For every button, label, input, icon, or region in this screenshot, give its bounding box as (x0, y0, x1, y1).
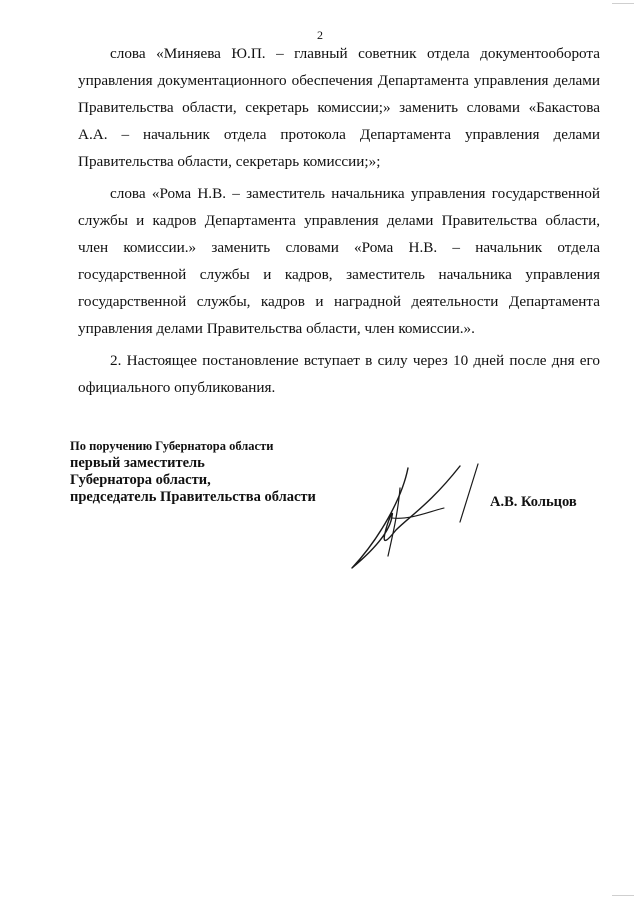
page-number: 2 (317, 28, 323, 42)
document-body (78, 40, 600, 401)
signatory-position-line-2: Губернатора области, (70, 472, 211, 488)
signatory-authority-line: По поручению Губернатора области (70, 439, 274, 453)
signer-name: А.В. Кольцов (490, 494, 577, 510)
handwritten-signature (340, 458, 490, 573)
paragraph-secretary-replacement: слова «Миняева Ю.П. – главный советник отдела документооборота управления документационного обеспечения Департамента управления делами Правительства области, секретарь комиссии;» заменить словами «Бакастова А.А. – начальник отдела протокола Департамента управления делами Правительства области, секретарь комиссии;»; (78, 45, 600, 170)
signatory-position-line-3: председатель Правительства области (70, 489, 316, 505)
paragraph-effective-date: 2. Настоящее постановление вступает в силу через 10 дней после дня его официального опубликования. (78, 352, 600, 396)
scan-corner-mark-bottom (612, 895, 634, 900)
paragraph-member-replacement: слова «Рома Н.В. – заместитель начальника управления государственной службы и кадров Департамента управления делами Правительства области, член комиссии.» заменить словами «Рома Н.В. – начальник отдела государственной службы и кадров, заместитель начальника управления государственной службы, кадров и наградной деятельности Департамента управления делами Правительства области, член комиссии.». (78, 185, 600, 337)
scan-corner-mark-top (612, 3, 634, 8)
signatory-position-line-1: первый заместитель (70, 455, 205, 471)
signatory-title-block (70, 438, 316, 506)
